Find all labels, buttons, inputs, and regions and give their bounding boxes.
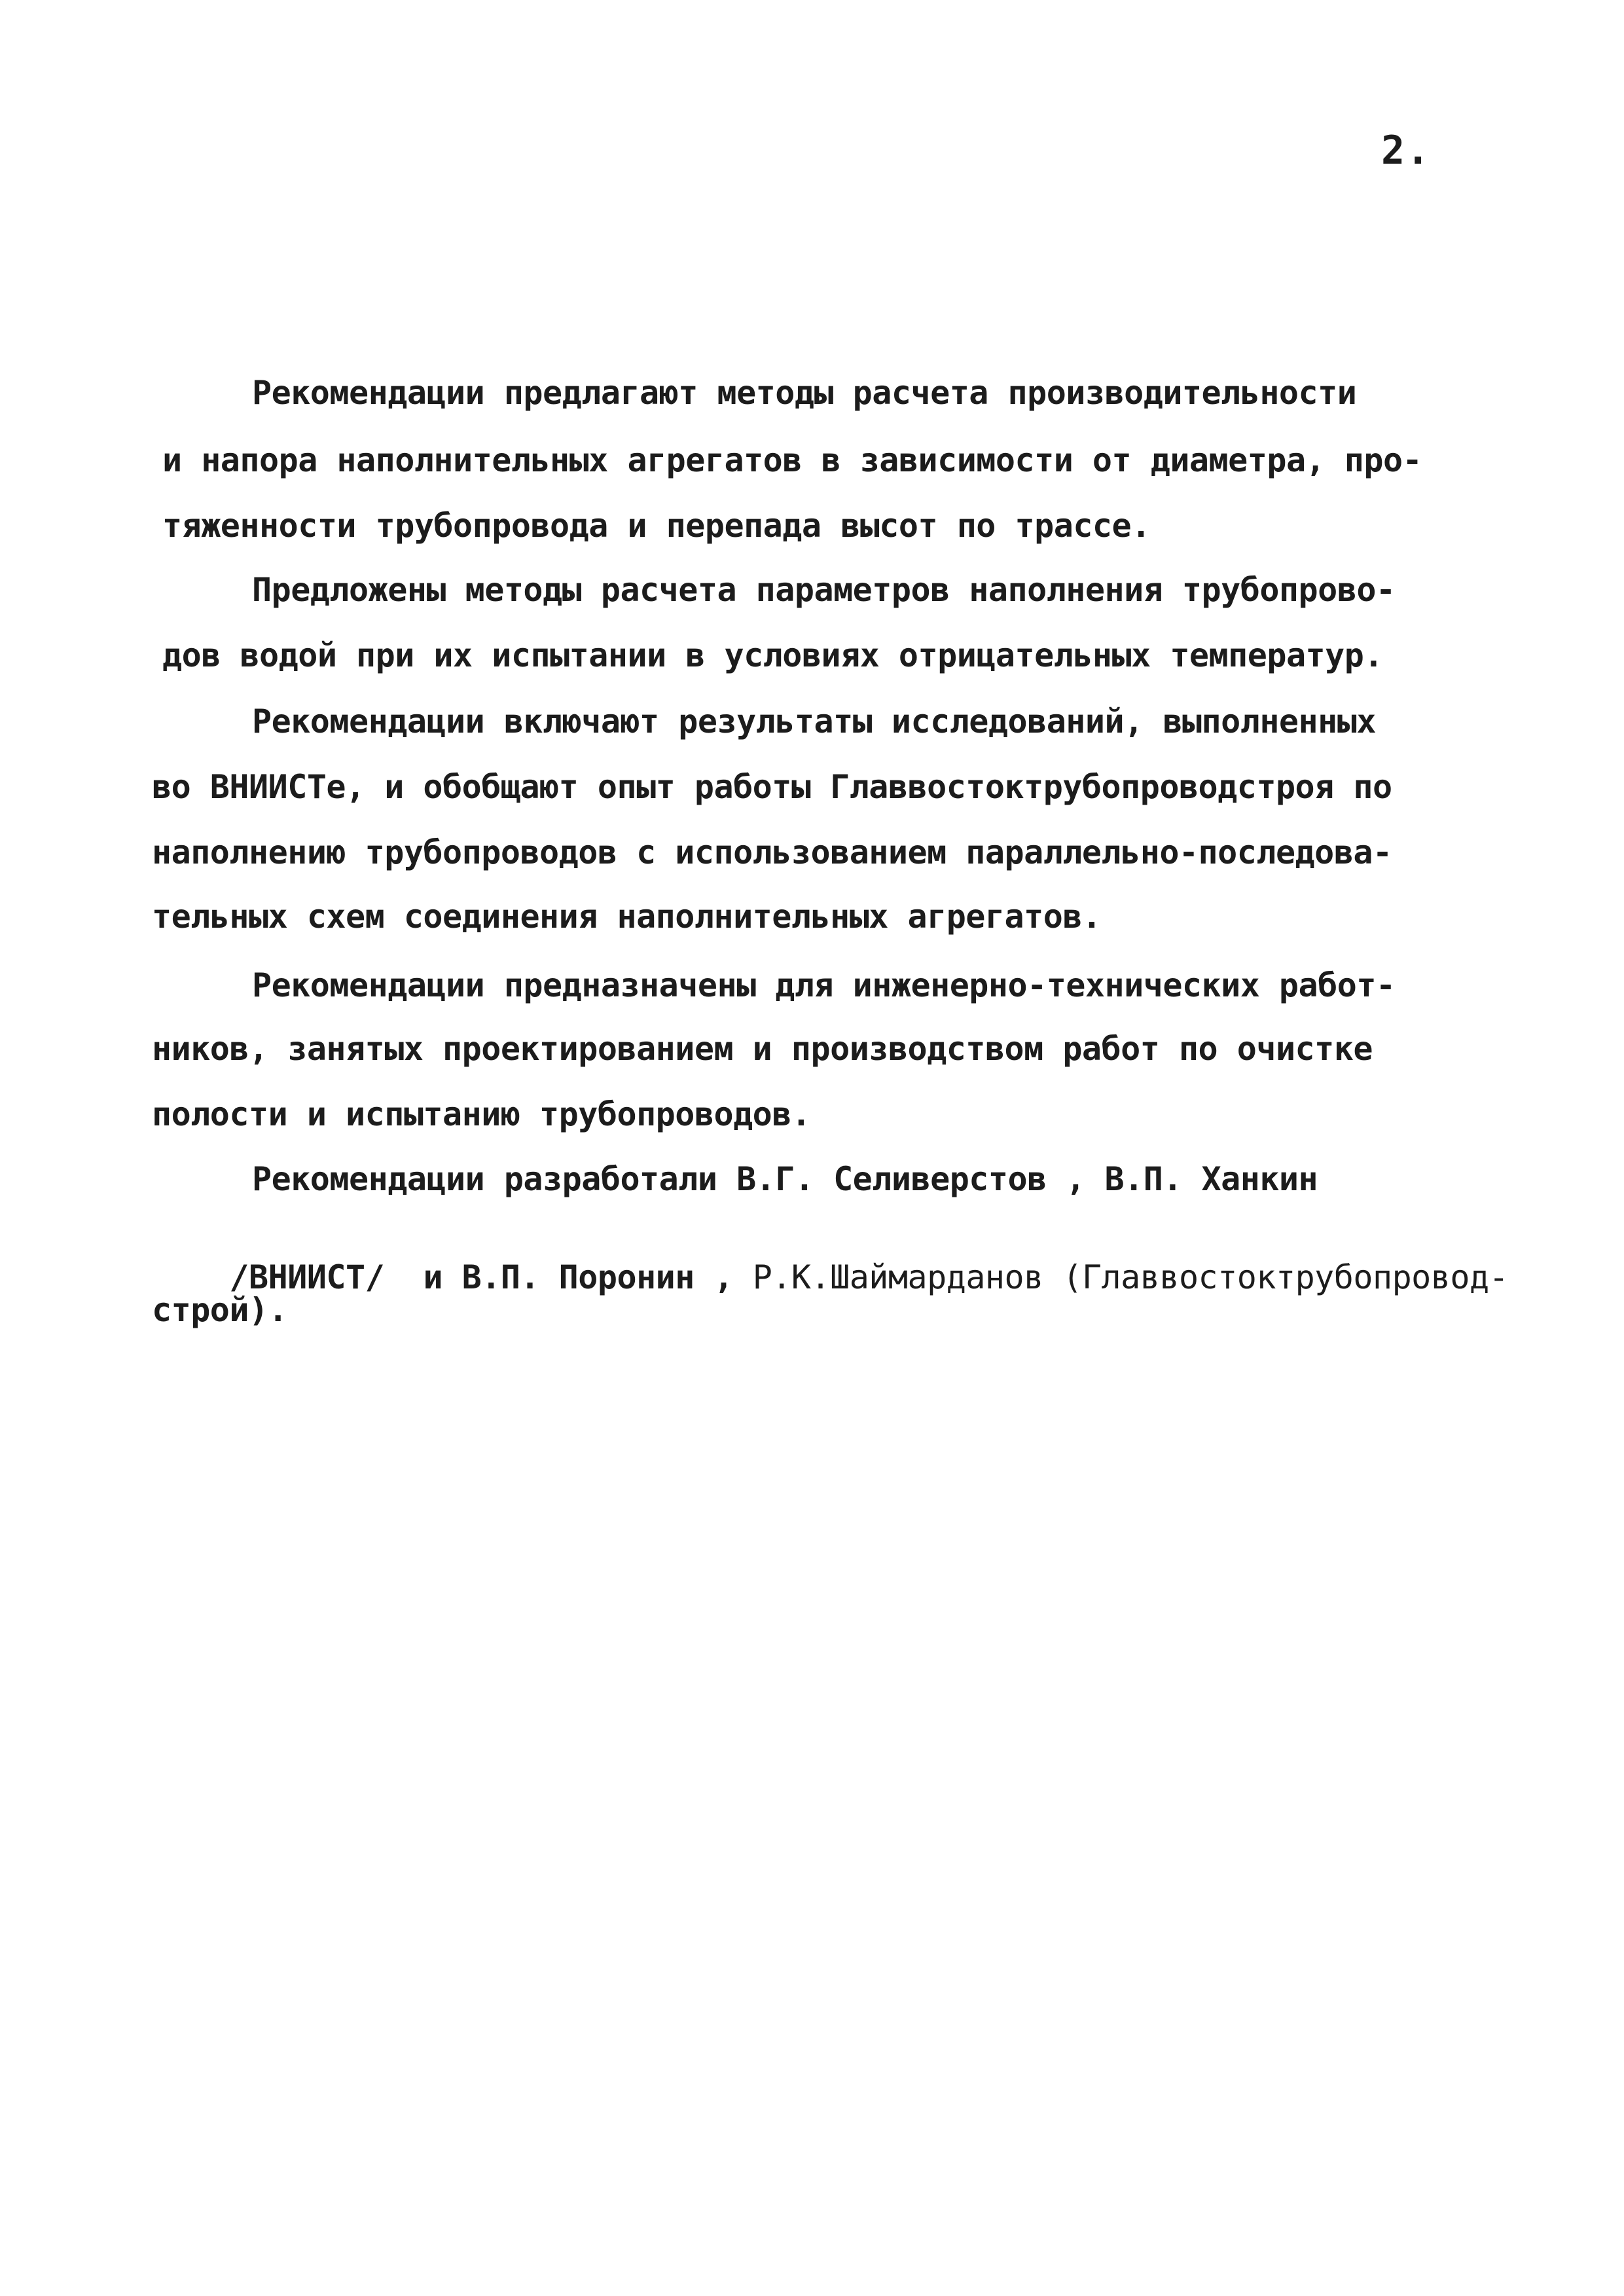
text-line-10: Рекомендации предназначены для инженерно-технических работ- [252,966,1396,1004]
text-line-8: наполнению трубопроводов с использованием параллельно-последова- [152,833,1392,871]
text-line-7: во ВНИИСТе, и обобщают опыт работы Главвостоктрубопроводстроя по [152,768,1392,806]
text-line-4: Предложены методы расчета параметров наполнения трубопрово- [252,571,1396,609]
page-number: 2. [1381,128,1432,173]
authors-line-bold: /ВНИИСТ/ и В.П. Поронин , [229,1258,734,1296]
text-line-5: дов водой при их испытании в условиях отрицательных температур. [162,636,1383,674]
text-line-12: полости и испытанию трубопроводов. [152,1095,811,1133]
authors-line-normal: Р.К.Шаймарданов (Главвостоктрубопровод- [733,1258,1509,1296]
text-line-9: тельных схем соединения наполнительных агрегатов. [152,898,1102,936]
text-line-last: строй). [152,1291,288,1329]
authors-line [152,1228,1509,1329]
text-line-13: Рекомендации разработали В.Г. Селиверстов , В.П. Ханкин [252,1160,1318,1198]
text-line-3: тяженности трубопровода и перепада высот по трассе. [162,507,1151,545]
text-line-2: и напора наполнительных агрегатов в зависимости от диаметра, про- [162,441,1422,479]
text-line-11: ников, занятых проектированием и производством работ по очистке [152,1030,1373,1068]
text-line-6: Рекомендации включают результаты исследований, выполненных [252,702,1376,740]
text-line-1: Рекомендации предлагают методы расчета производительности [252,374,1357,412]
